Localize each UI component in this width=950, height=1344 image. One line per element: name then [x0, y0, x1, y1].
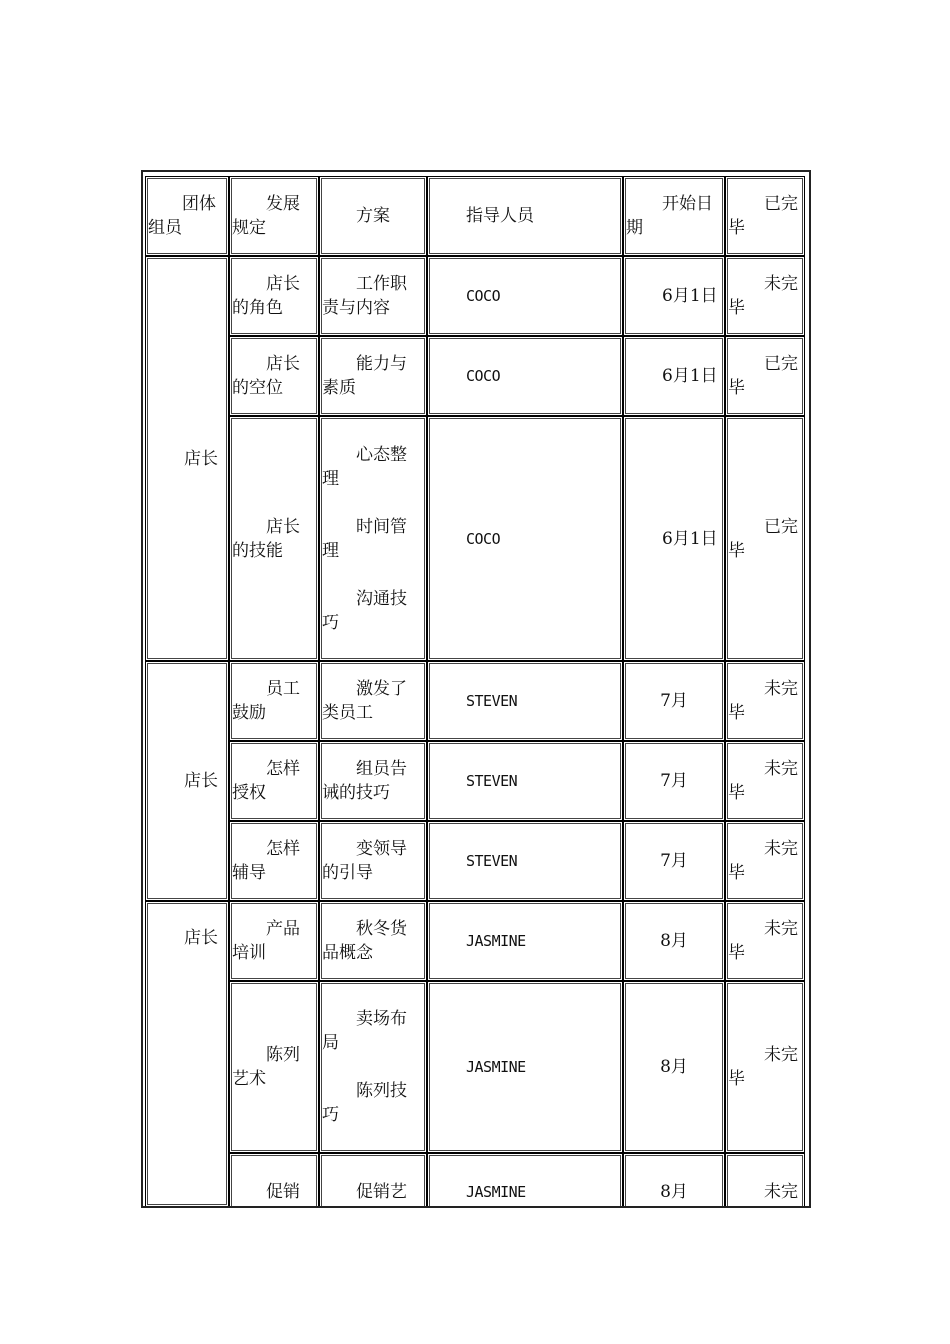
- row-3-guide-cell: [427, 416, 623, 661]
- row-5-guide-cell: [427, 741, 623, 821]
- row-8-status-cell: [725, 981, 805, 1153]
- row-3-rule: 店长的技能: [232, 516, 300, 561]
- row-8-plan-cell: [319, 981, 427, 1153]
- row-9-rule-cell: [229, 1153, 319, 1208]
- row-4-plan-cell: [319, 661, 427, 741]
- row-5-plan-cell: [319, 741, 427, 821]
- group-3-member-cell: [145, 901, 229, 1207]
- row-6-plan-cell: [319, 821, 427, 901]
- row-4-start-cell: [623, 661, 725, 741]
- row-3-plan-item-1: 心态整理: [322, 444, 407, 489]
- row-3-plan-item-3: 沟通技巧: [322, 588, 407, 633]
- row-2-status: 已完毕: [728, 354, 798, 398]
- row-8-guide: JASMINE: [466, 1058, 526, 1076]
- header-rule-cell: [229, 176, 319, 256]
- row-6-status-cell: [725, 821, 805, 901]
- plan-table: [141, 170, 811, 1208]
- group-2-member: 店长: [184, 771, 218, 791]
- row-2-rule: 店长的空位: [232, 354, 300, 398]
- row-4-rule-cell: [229, 661, 319, 741]
- row-9-guide: JASMINE: [466, 1183, 526, 1201]
- row-7-rule-cell: [229, 901, 319, 981]
- row-6-rule: 怎样辅导: [232, 839, 300, 883]
- header-done-cell: [725, 176, 805, 256]
- row-7-rule: 产品培训: [232, 919, 300, 963]
- row-7-status: 未完毕: [728, 919, 798, 963]
- header-guide-cell: [427, 176, 623, 256]
- row-1-start-cell: [623, 256, 725, 336]
- row-8-plan-item-1: 卖场布局: [322, 1009, 407, 1053]
- row-1-status-cell: [725, 256, 805, 336]
- row-5-status: 未完毕: [728, 759, 798, 803]
- group-1-member-cell: [145, 256, 229, 661]
- row-6-guide-cell: [427, 821, 623, 901]
- row-2-status-cell: [725, 336, 805, 416]
- row-2-plan: 能力与素质: [322, 354, 407, 398]
- row-2-guide: COCO: [466, 367, 501, 385]
- row-1-rule: 店长的角色: [232, 274, 300, 318]
- row-6-plan: 变领导的引导: [322, 839, 407, 883]
- header-rule: 发展规定: [232, 194, 300, 238]
- row-9-guide-cell: [427, 1153, 623, 1208]
- row-3-plan-cell: [319, 416, 427, 661]
- row-4-status-cell: [725, 661, 805, 741]
- row-7-status-cell: [725, 901, 805, 981]
- row-2-start-cell: [623, 336, 725, 416]
- row-4-guide-cell: [427, 661, 623, 741]
- row-1-rule-cell: [229, 256, 319, 336]
- group-2-member-cell: [145, 661, 229, 901]
- row-3-plan-item-2: 时间管理: [322, 516, 407, 561]
- group-3-member: 店长: [184, 928, 218, 948]
- header-plan-cell: [319, 176, 427, 256]
- row-1-plan-cell: [319, 256, 427, 336]
- row-1-start: 6月1日: [662, 286, 718, 306]
- row-9-start-cell: [623, 1153, 725, 1208]
- header-plan: 方案: [356, 206, 390, 226]
- row-8-guide-cell: [427, 981, 623, 1153]
- row-5-guide: STEVEN: [466, 772, 518, 790]
- row-7-guide-cell: [427, 901, 623, 981]
- row-5-start-cell: [623, 741, 725, 821]
- row-9-status-cell: [725, 1153, 805, 1208]
- row-9-rule: 促销: [266, 1182, 300, 1202]
- row-6-rule-cell: [229, 821, 319, 901]
- row-2-plan-cell: [319, 336, 427, 416]
- header-member-cell: [145, 176, 229, 256]
- row-3-rule-cell: [229, 416, 319, 661]
- row-7-plan: 秋冬货品概念: [322, 919, 407, 963]
- row-8-status: 未完毕: [728, 1045, 798, 1089]
- row-5-start: 7月: [660, 771, 688, 791]
- row-1-guide: COCO: [466, 287, 501, 305]
- row-7-start: 8月: [660, 931, 688, 951]
- row-8-rule: 陈列艺术: [232, 1045, 300, 1089]
- row-6-status: 未完毕: [728, 839, 798, 883]
- row-5-status-cell: [725, 741, 805, 821]
- row-6-guide: STEVEN: [466, 852, 518, 870]
- row-1-guide-cell: [427, 256, 623, 336]
- row-7-start-cell: [623, 901, 725, 981]
- row-4-plan: 激发了类员工: [322, 679, 407, 723]
- row-3-status-cell: [725, 416, 805, 661]
- row-8-start: 8月: [660, 1057, 688, 1077]
- row-5-rule: 怎样授权: [232, 759, 300, 803]
- row-2-guide-cell: [427, 336, 623, 416]
- row-9-start: 8月: [660, 1182, 688, 1202]
- row-4-guide: STEVEN: [466, 692, 518, 710]
- row-3-start-cell: [623, 416, 725, 661]
- row-4-start: 7月: [660, 691, 688, 711]
- row-1-status: 未完毕: [728, 274, 798, 318]
- row-9-status: 未完: [764, 1182, 798, 1202]
- row-9-plan: 促销艺: [356, 1182, 407, 1202]
- row-8-start-cell: [623, 981, 725, 1153]
- row-8-plan-item-2: 陈列技巧: [322, 1081, 407, 1125]
- row-4-rule: 员工鼓励: [232, 679, 300, 723]
- row-9-plan-cell: [319, 1153, 427, 1208]
- row-8-rule-cell: [229, 981, 319, 1153]
- row-2-rule-cell: [229, 336, 319, 416]
- row-7-guide: JASMINE: [466, 932, 526, 950]
- group-1-member: 店长: [184, 448, 218, 469]
- row-6-start-cell: [623, 821, 725, 901]
- row-4-status: 未完毕: [728, 679, 798, 723]
- row-3-start: 6月1日: [662, 528, 718, 549]
- row-7-plan-cell: [319, 901, 427, 981]
- row-1-plan: 工作职责与内容: [322, 274, 407, 318]
- header-start-cell: [623, 176, 725, 256]
- row-6-start: 7月: [660, 851, 688, 871]
- header-start: 开始日期: [626, 194, 713, 238]
- header-member: 团体组员: [148, 194, 216, 238]
- row-2-start: 6月1日: [662, 366, 718, 386]
- header-guide: 指导人员: [466, 206, 534, 226]
- row-5-plan: 组员告诫的技巧: [322, 759, 407, 803]
- row-5-rule-cell: [229, 741, 319, 821]
- row-3-guide: COCO: [466, 529, 501, 548]
- header-done: 已完毕: [728, 194, 798, 238]
- row-3-status: 已完毕: [728, 516, 798, 561]
